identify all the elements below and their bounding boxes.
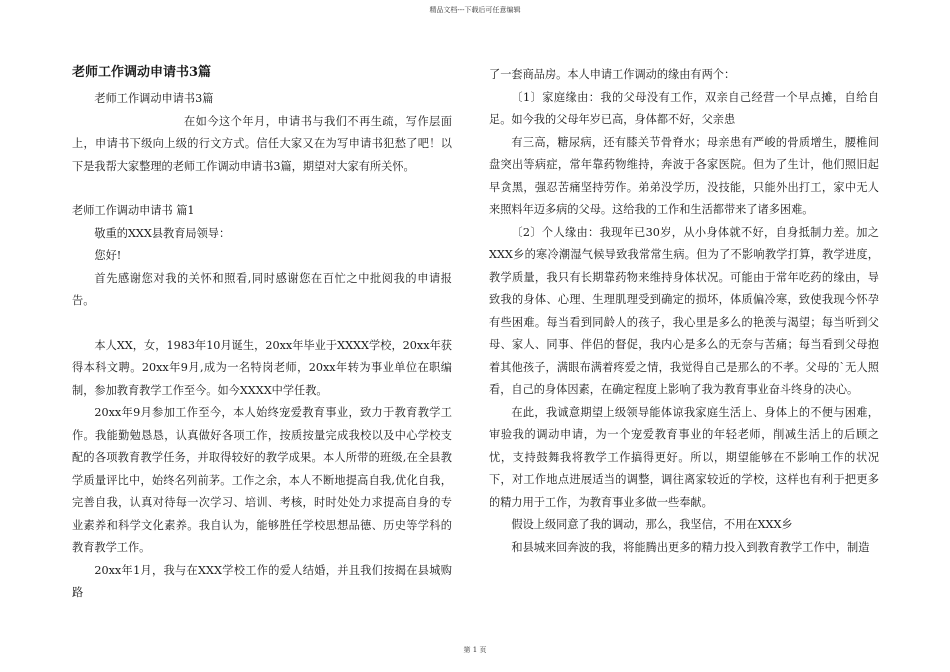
- right-column: [489, 64, 879, 559]
- paragraph: 有三高，糖尿病，还有膝关节骨脊水；母亲患有严峻的骨质增生，腰椎间盘突出等病症，常年靠药物维持，奔波于各家医院。但为了生计，他们照旧起早贪黑，强忍苦痛坚持劳作。弟弟没学历，没技能，只能外出打工，家中无人来照料年迈多病的父母。这给我的工作和生活都带来了诸多困难。: [489, 135, 879, 216]
- intro-paragraph: 在如今这个年月，申请书与我们不再生疏，写作层面上，申请书下级向上级的行文方式。信任大家又在为写申请书犯愁了吧！以下是我帮大家整理的老师工作调动申请书3篇，期望对大家有所关怀。: [72, 114, 452, 173]
- paragraph: 假设上级同意了我的调动，那么，我坚信，不用在XXX乡: [511, 518, 793, 531]
- document-title: 老师工作调动申请书3篇: [72, 65, 212, 80]
- page-header: 精品文档---下载后可任意编辑: [429, 6, 521, 14]
- page-footer: 第 1 页: [463, 646, 487, 654]
- article-title: 老师工作调动申请书 篇1: [72, 204, 195, 217]
- paragraph: 〔1〕家庭缘由：我的父母没有工作，双亲自己经营一个早点摊，自给自足。如今我的父母年岁已高，身体都不好，父亲患: [489, 90, 879, 126]
- subtitle: 老师工作调动申请书3篇: [94, 92, 214, 105]
- paragraph: 20xx年1月，我与在XXX学校工作的爱人结婚，并且我们按揭在县城购路: [72, 563, 452, 599]
- left-column: [72, 64, 452, 605]
- paragraph: 20xx年9月参加工作至今，本人始终宠爱教育事业，致力于教育教学工作。我能勤勉恳恳，认真做好各项工作，按质按量完成我校以及中心学校支配的各项教育教学任务，并取得较好的教学成果。本人所带的班级,在全县教学质量评比中，始终名列前茅。工作之余，本人不断地提高自我,优化自我，完善自我，认真对待每一次学习、培训、考核，时时处处力求提高自身的专业素养和科学文化素养。我自认为，能够胜任学校思想品德、历史等学科的教育教学工作。: [72, 406, 452, 554]
- paragraph: 和县城来回奔波的我，将能腾出更多的精力投入到教育教学工作中，制造: [511, 540, 870, 554]
- paragraph: 本人XX，女，1983年10月诞生，20xx年毕业于XXXX学校，20xx年获得本科文聘。20xx年9月,成为一名特岗老师，20xx年转为事业单位在职编制，参加教育教学工作至今。如今XXXX中学任教。: [72, 338, 452, 397]
- paragraph: 在此，我诚意期望上级领导能体谅我家庭生活上、身体上的不便与困难，审验我的调动申请，为一个宠爱教育事业的年轻老师，削减生活上的后顾之忧，支持鼓舞我将教学工作搞得更好。所以，期望能够在不影响工作的状况下，对工作地点进展适当的调整，调往离家较近的学校，这样也有利于把更多的精力用于工作，为教育事业多做一些奉献。: [489, 405, 879, 509]
- paragraph: 首先感谢您对我的关怀和照看,同时感谢您在百忙之中批阅我的申请报告。: [72, 271, 452, 307]
- greeting: 您好!: [94, 249, 122, 262]
- paragraph: 了一套商品房。本人申请工作调动的缘由有两个：: [489, 68, 736, 81]
- paragraph: 〔2〕个人缘由：我现年已30岁，从小身体就不好，自身抵制力差。加之XXX乡的寒冷潮湿气候导致我常常生病。但为了不影响教学打算，教学进度，教学质量，我只有长期靠药物来维持身体状况。可能由于常年吃药的缘由，导致我的身体、心理、生理肌理受到确定的损坏，体质偏冷寒，致使我现今怀孕有些困难。每当看到同龄人的孩子，我心里是多么的艳羡与渴望；每当听到父母、家人、同事、伴侣的督促，我内心是多么的无奈与苦痛；每当看到父母抱着其他孩子，满眼布满着疼爱之情，我觉得自己是那么的不孝。父母的`无人照看，自己的身体因素，在确定程度上影响了我为教育事业奋斗终身的决心。: [489, 225, 879, 396]
- salutation: 敬重的XXX县教育局领导：: [94, 226, 231, 240]
